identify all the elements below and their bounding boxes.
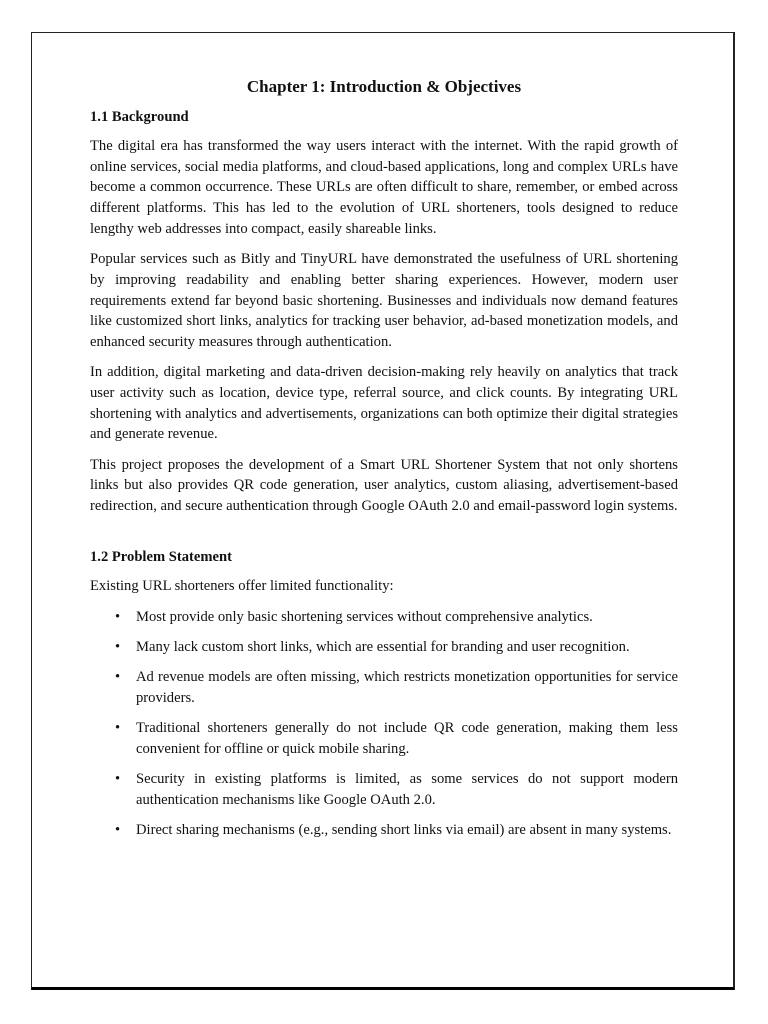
section-heading-background: 1.1 Background bbox=[90, 109, 189, 125]
list-item-text: Many lack custom short links, which are essential for branding and user recognition. bbox=[136, 638, 630, 655]
list-item bbox=[115, 637, 678, 658]
list-item bbox=[115, 667, 678, 708]
list-item-text: Traditional shorteners generally do not include QR code generation, making them less convenient for offline or quick mobile sharing. bbox=[136, 720, 678, 757]
list-item-text: Direct sharing mechanisms (e.g., sending short links via email) are absent in many systems. bbox=[136, 822, 672, 839]
list-item bbox=[115, 820, 678, 841]
paragraph: This project proposes the development of a Smart URL Shortener System that not only shortens links but also provides QR code generation, user analytics, custom aliasing, advertisement-based redirection, and secure authentication through Google OAuth 2.0 and email-password login systems. bbox=[90, 456, 678, 515]
paragraph: In addition, digital marketing and data-driven decision-making rely heavily on analytics that track user activity such as location, device type, referral source, and click counts. By integrating URL shortening with analytics and advertisements, organizations can both optimize their digital strategies and generate revenue. bbox=[90, 364, 678, 443]
bullet-icon: • bbox=[115, 638, 121, 655]
list-item bbox=[115, 607, 678, 628]
bullet-icon: • bbox=[115, 720, 121, 737]
chapter-title: Chapter 1: Introduction & Objectives bbox=[246, 77, 522, 96]
list-item-text: Most provide only basic shortening services without comprehensive analytics. bbox=[136, 608, 593, 625]
bullet-list bbox=[90, 607, 678, 841]
bullet-icon: • bbox=[115, 669, 121, 686]
section-heading-problem-statement: 1.2 Problem Statement bbox=[90, 549, 232, 566]
paragraph: Popular services such as Bitly and TinyURL have demonstrated the usefulness of URL shortening by improving readability and enabling better sharing experiences. However, modern user requirements extend far beyond basic shortening. Businesses and individuals now demand features like customized short links, analytics for tracking user behavior, ad-based monetization models, and enhanced security measures through authentication. bbox=[90, 251, 678, 350]
bullet-icon: • bbox=[115, 822, 121, 839]
list-item bbox=[115, 769, 678, 810]
list-item-text: Ad revenue models are often missing, which restricts monetization opportunities for service providers. bbox=[136, 669, 678, 706]
list-item bbox=[115, 718, 678, 759]
bullet-icon: • bbox=[115, 771, 121, 788]
list-item-text: Security in existing platforms is limited, as some services do not support modern authentication mechanisms like Google OAuth 2.0. bbox=[136, 771, 678, 808]
bullet-icon: • bbox=[115, 608, 121, 625]
paragraph: The digital era has transformed the way users interact with the internet. With the rapid growth of online services, social media platforms, and cloud-based applications, long and complex URLs have become a common occurrence. These URLs are often difficult to share, remember, or embed across different platforms. This has led to the evolution of URL shorteners, tools designed to reduce lengthy web addresses into compact, easily shareable links. bbox=[90, 138, 678, 237]
paragraph: Existing URL shorteners offer limited functionality: bbox=[90, 578, 394, 595]
document-content bbox=[90, 76, 678, 851]
